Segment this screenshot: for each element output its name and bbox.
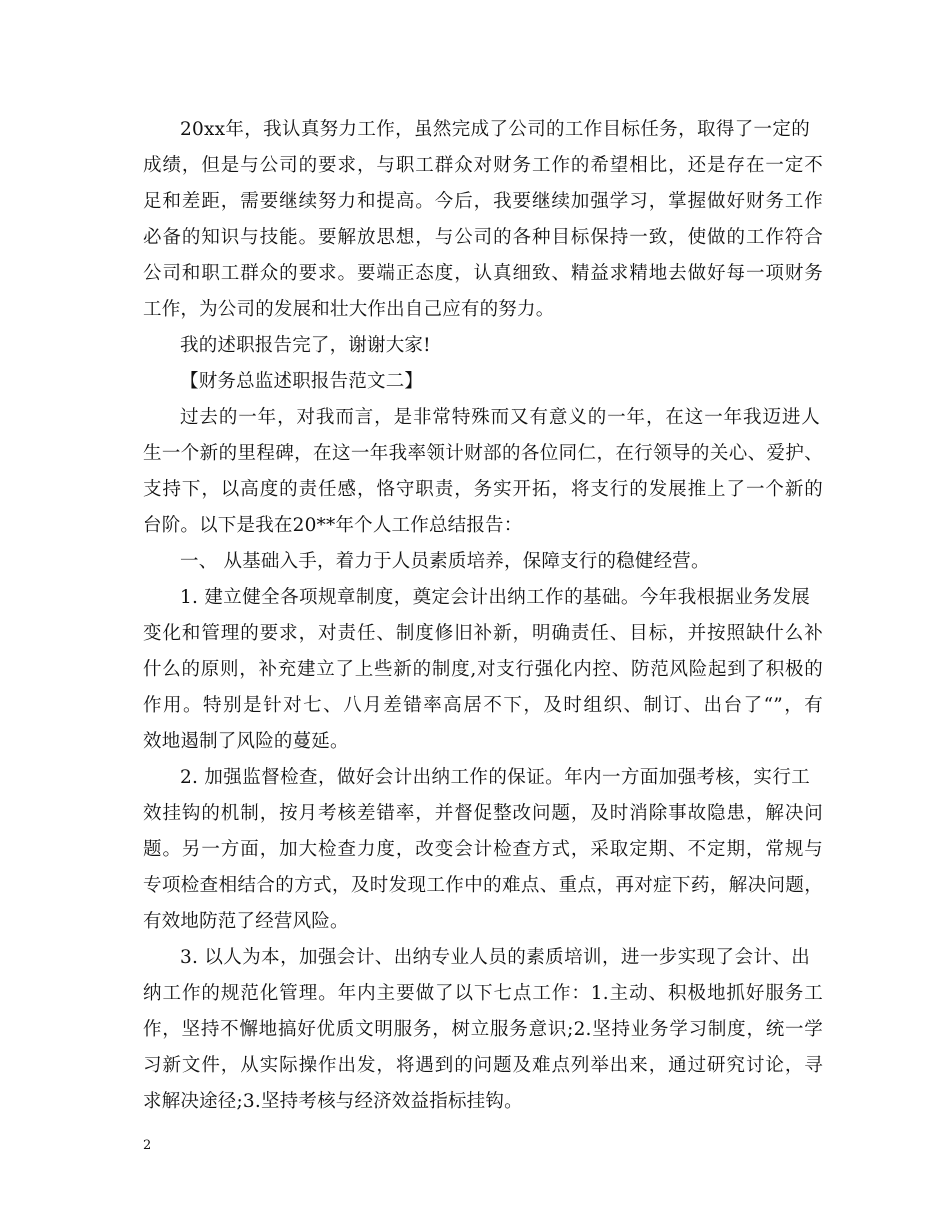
text-line: 什么的原则，补充建立了上些新的制度,对支行强化内控、防范风险起到了积极的 xyxy=(143,659,823,680)
text-line: 习新文件，从实际操作出发，将遇到的问题及难点列举出来，通过研究讨论，寻 xyxy=(143,1055,823,1076)
text-line: 题。另一方面，加大检查力度，改变会计检查方式，采取定期、不定期，常规与 xyxy=(143,839,823,860)
text-line: 公司和职工群众的要求。要端正态度，认真细致、精益求精地去做好每一项财务 xyxy=(143,263,823,284)
text-line: 生一个新的里程碑，在这一年我率领计财部的各位同仁，在行领导的关心、爱护、 xyxy=(143,443,823,464)
text-line: 支持下，以高度的责任感，恪守职责，务实开拓，将支行的发展推上了一个新的 xyxy=(143,479,823,500)
text-line: 有效地防范了经营风险。 xyxy=(143,911,349,932)
text-line: 作，坚持不懈地搞好优质文明服务，树立服务意识;2.坚持业务学习制度，统一学 xyxy=(143,1019,823,1040)
text-line: 求解决途径;3.坚持考核与经济效益指标挂钩。 xyxy=(143,1091,523,1112)
text-line: 专项检查相结合的方式，及时发现工作中的难点、重点，再对症下药，解决问题， xyxy=(143,875,823,896)
text-line: 变化和管理的要求，对责任、制度修旧补新，明确责任、目标，并按照缺什么补 xyxy=(143,623,823,644)
page-number: 2 xyxy=(143,1138,152,1153)
text-line: 台阶。以下是我在20**年个人工作总结报告： xyxy=(143,515,523,536)
section-heading: 【财务总监述职报告范文二】 xyxy=(180,371,424,392)
text-line: 3. 以人为本，加强会计、出纳专业人员的素质培训，进一步实现了会计、出 xyxy=(180,947,810,968)
text-line: 效地遏制了风险的蔓延。 xyxy=(143,731,349,752)
text-line: 工作，为公司的发展和壮大作出自己应有的努力。 xyxy=(143,299,555,320)
text-line: 足和差距，需要继续努力和提高。今后，我要继续加强学习，掌握做好财务工作 xyxy=(143,191,823,212)
text-line: 2. 加强监督检查，做好会计出纳工作的保证。年内一方面加强考核，实行工 xyxy=(180,767,810,788)
text-line: 作用。特别是针对七、八月差错率高居不下，及时组织、制订、出台了“”，有 xyxy=(143,695,823,716)
text-line: 必备的知识与技能。要解放思想，与公司的各种目标保持一致，使做的工作符合 xyxy=(143,227,823,248)
text-line: 成绩，但是与公司的要求，与职工群众对财务工作的希望相比，还是存在一定不 xyxy=(143,155,823,176)
text-line: 效挂钩的机制，按月考核差错率，并督促整改问题，及时消除事故隐患，解决问 xyxy=(143,803,823,824)
text-line: 纳工作的规范化管理。年内主要做了以下七点工作：1.主动、积极地抓好服务工 xyxy=(143,983,823,1004)
text-line: 一、 从基础入手，着力于人员素质培养，保障支行的稳健经营。 xyxy=(180,551,710,572)
text-line: 1. 建立健全各项规章制度，奠定会计出纳工作的基础。今年我根据业务发展 xyxy=(180,587,810,608)
text-line: 20xx年，我认真努力工作，虽然完成了公司的工作目标任务，取得了一定的 xyxy=(180,119,810,140)
text-line: 我的述职报告完了，谢谢大家! xyxy=(180,335,431,356)
text-line: 过去的一年，对我而言，是非常特殊而又有意义的一年，在这一年我迈进人 xyxy=(180,407,820,428)
